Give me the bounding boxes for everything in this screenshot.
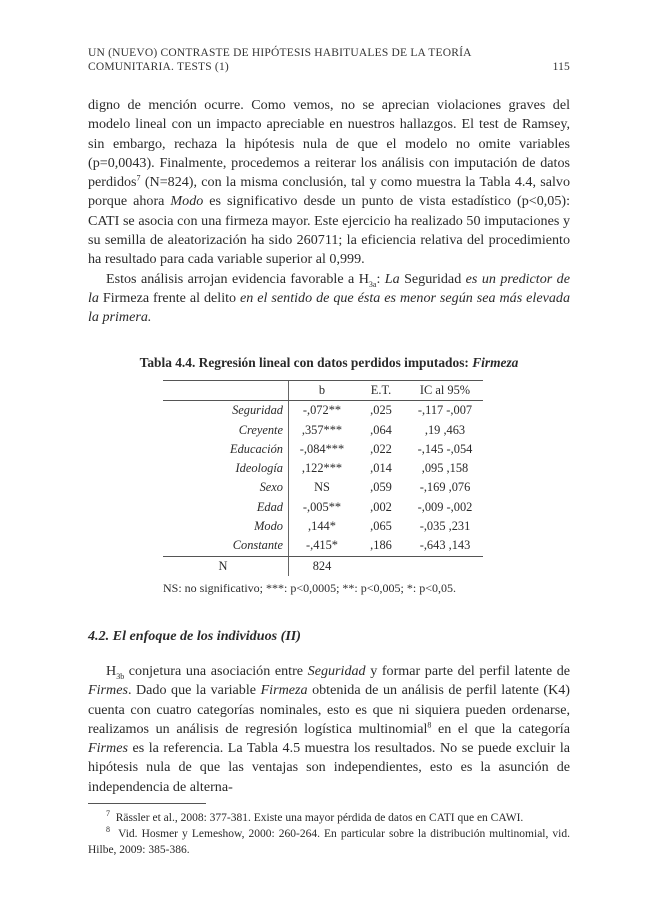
footnote-7: $^7$ Rässler et al., 2008: 377-381. Existe una mayor pérdida de datos en CATI que en CAWI. [106,809,524,824]
footnote-ref-8[interactable]: 8 [427,720,432,730]
footnote-ref-7[interactable]: 7 [136,173,141,183]
column-header-et: E.T. [355,381,407,401]
regression-table [163,380,483,576]
table-row: Sexo NS ,059 -,169 ,076 [163,478,483,497]
paragraph-3: $H_{3b}$ conjetura una asociación entre Seguridad y formar parte del perfil latente de Firmes. Dado que la variable Firmeza obtenida de un análisis de perfil latente (K4) cuenta con cuatro categorías nominales, esto es que ni siquiera pueden ordenarse, realizamos un análisis de regresión logística multinomial$^8$ en el que la categoría Firmes es la referencia. La Tabla 4.5 muestra los resultados. No se puede excluir la hipótesis nula de que las ventajas son independientes, esto es la asunción de independencia de alterna- [88,663,571,795]
table-note: NS: no significativo; ***: p<0,0005; **: p<0,005; *: p<0,05. [163,581,456,595]
table-row: Educación -,084*** ,022 -,145 -,054 [163,440,483,459]
table-row: Seguridad -,072** ,025 -,117 -,007 [163,401,483,421]
table-row: Creyente ,357*** ,064 ,19 ,463 [163,421,483,440]
header-title-line-2: COMUNITARIA. TESTS (1) [88,61,229,73]
footnote-8: $^8$ Vid. Hosmer y Lemeshow, 2000: 260-264. En particular sobre la distribución multinomial, vid. Hilbe, 2009: 385-386. [88,825,570,856]
running-header [88,46,570,74]
table-header-row [163,381,483,401]
section-heading: 4.2. El enfoque de los individuos (II) [88,628,301,644]
table-row: Modo ,144* ,065 -,035 ,231 [163,517,483,536]
body-text-top [88,96,570,328]
column-header-ic: IC al 95% [407,381,483,401]
column-header-b: b [289,381,356,401]
table-row-n: N 824 [163,556,483,576]
table-row: Constante -,415* ,186 -,643 ,143 [163,536,483,556]
paragraph-1: digno de mención ocurre. Como vemos, no se aprecian violaciones graves del modelo lineal con un impacto apreciable en nuestros hallazgos. El test de Ramsey, sin embargo, rechaza la hipótesis nula de que el modelo no omite variables (p=0,0043). Finalmente, procedemos a reiterar los análisis con imputación de datos perdidos$^7$ (N=824), con la misma conclusión, tal y como muestra la Tabla 4.4, salvo porque ahora Modo es significativo desde un punto de vista estadístico (p<0,05): CATI se asocia con una firmeza mayor. Este ejercicio ha realizado 50 imputaciones y su semilla de aleatorización ha sido 260711; la eficiencia relativa del procedimiento ha resultado para cada variable superior al 0,999. [88,97,570,268]
paragraph-2: Estos análisis arrojan evidencia favorable a $H_{3a}$: La Seguridad es un predictor de la Firmeza frente al delito en el sentido de que ésta es menor según sea más elevada la primera. [88,270,570,326]
body-text-bottom [88,662,570,797]
table-row: Edad -,005** ,002 -,009 -,002 [163,498,483,517]
table-row: Ideología ,122*** ,014 ,095 ,158 [163,459,483,478]
table-caption: Tabla 4.4. Regresión lineal con datos perdidos imputados: Firmeza [139,355,519,370]
footnote-divider [88,803,206,804]
page-number: 115 [552,61,570,73]
header-title-line-1: UN (NUEVO) CONTRASTE DE HIPÓTESIS HABITUALES DE LA TEORÍA [88,47,472,59]
